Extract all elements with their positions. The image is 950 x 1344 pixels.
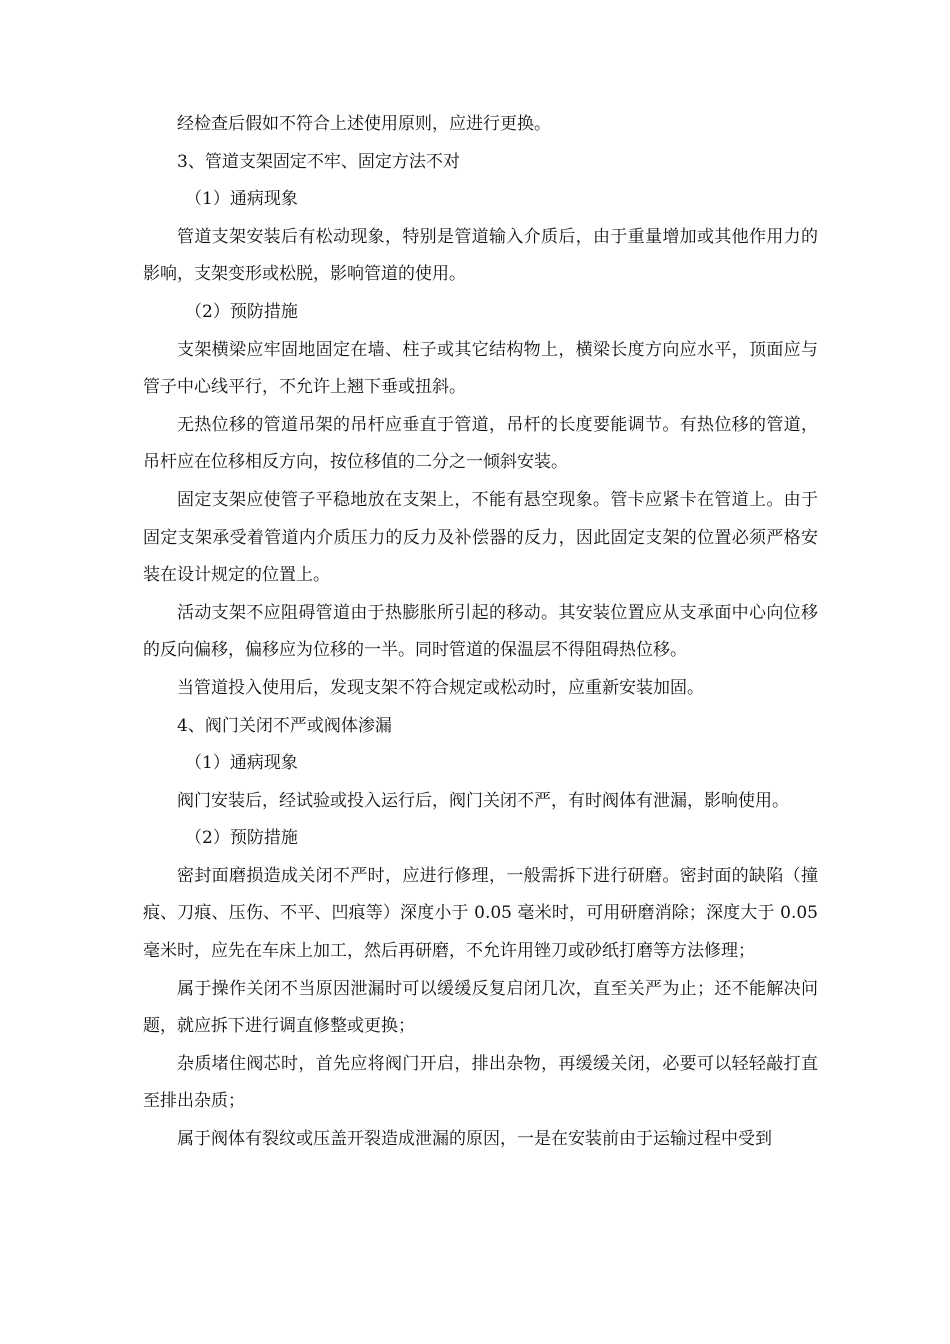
paragraph-body: 支架横梁应牢固地固定在墙、柱子或其它结构物上，横梁长度方向应水平，顶面应与管子中心线平行，不允许上翘下垂或扭斜。	[143, 339, 818, 398]
paragraph-body: 密封面磨损造成关闭不严时，应进行修理，一般需拆下进行研磨。密封面的缺陷（撞痕、刀痕、压伤、不平、凹痕等）深度小于 0.05 毫米时，可用研磨消除；深度大于 0.05 毫米时，应先在车床上加工，然后再研磨，不允许用锉刀或砂纸打磨等方法修理；	[143, 865, 818, 962]
paragraph-body: 属于阀体有裂纹或压盖开裂造成泄漏的原因，一是在安装前由于运输过程中受到	[177, 1129, 772, 1150]
section-heading: 3、管道支架固定不牢、固定方法不对	[177, 151, 460, 172]
paragraph-body: 杂质堵住阀芯时，首先应将阀门开启，排出杂物，再缓缓关闭，必要可以轻轻敲打直至排出杂质；	[143, 1053, 818, 1112]
paragraph-body: 管道支架安装后有松动现象，特别是管道输入介质后，由于重量增加或其他作用力的影响，支架变形或松脱，影响管道的使用。	[143, 226, 818, 285]
subsection-heading: （2）预防措施	[185, 828, 298, 849]
paragraph-body: 无热位移的管道吊架的吊杆应垂直于管道，吊杆的长度要能调节。有热位移的管道，吊杆应在位移相反方向，按位移值的二分之一倾斜安装。	[143, 414, 818, 473]
paragraph-body: 阀门安装后，经试验或投入运行后，阀门关闭不严，有时阀体有泄漏，影响使用。	[177, 790, 789, 811]
document-body	[143, 106, 818, 1159]
section-heading: 4、阀门关闭不严或阀体渗漏	[177, 715, 392, 736]
subsection-heading: （2）预防措施	[185, 301, 298, 322]
paragraph-body: 活动支架不应阻碍管道由于热膨胀所引起的移动。其安装位置应从支承面中心向位移的反向偏移，偏移应为位移的一半。同时管道的保温层不得阻碍热位移。	[143, 602, 818, 661]
paragraph-body: 属于操作关闭不当原因泄漏时可以缓缓反复启闭几次，直至关严为止；还不能解决问题，就应拆下进行调直修整或更换；	[143, 978, 818, 1037]
paragraph-body: 固定支架应使管子平稳地放在支架上，不能有悬空现象。管卡应紧卡在管道上。由于固定支架承受着管道内介质压力的反力及补偿器的反力，因此固定支架的位置必须严格安装在设计规定的位置上。	[143, 489, 818, 586]
paragraph-body: 经检查后假如不符合上述使用原则，应进行更换。	[177, 114, 551, 134]
subsection-heading: （1）通病现象	[185, 753, 298, 774]
subsection-heading: （1）通病现象	[185, 189, 298, 210]
paragraph-body: 当管道投入使用后，发现支架不符合规定或松动时，应重新安装加固。	[177, 677, 704, 698]
